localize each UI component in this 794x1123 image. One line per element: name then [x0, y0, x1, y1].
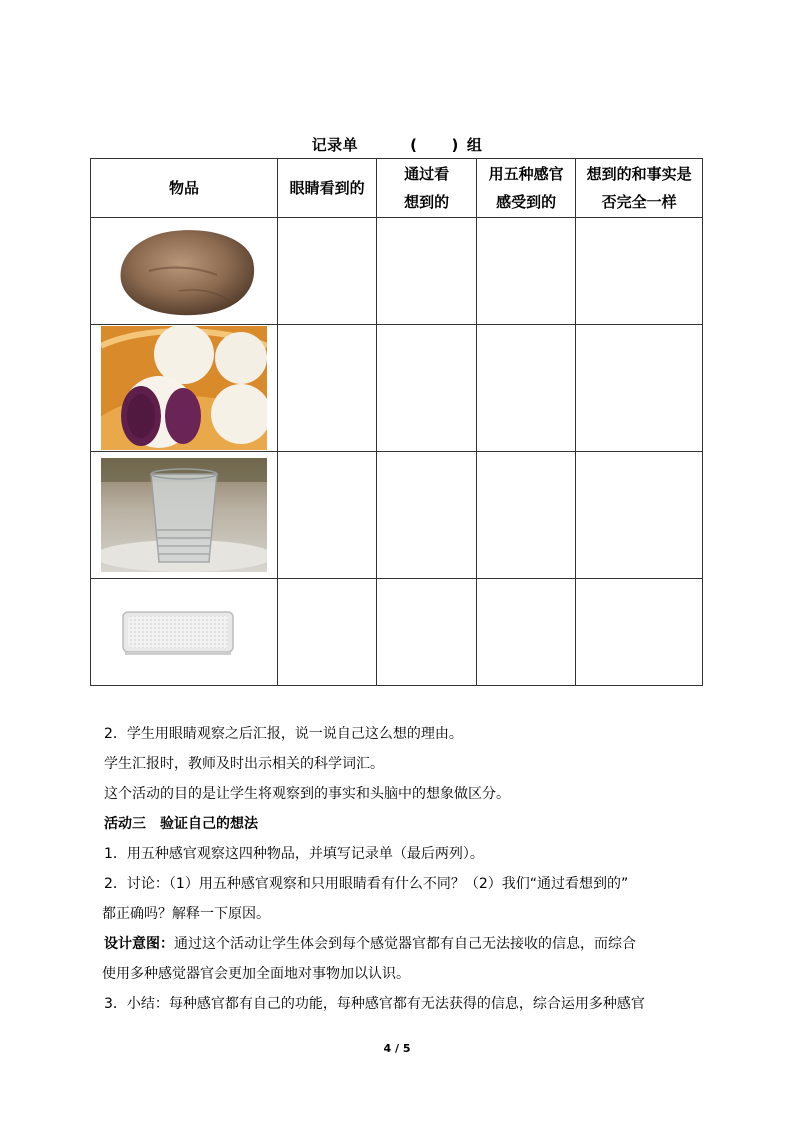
cell-think[interactable] [377, 452, 476, 579]
cell-five-senses[interactable] [476, 579, 575, 686]
header-item: 物品 [91, 159, 278, 218]
cell-five-senses[interactable] [476, 452, 575, 579]
item-cell-speaker [91, 579, 278, 686]
paragraph-design-line1 [104, 929, 724, 959]
header-five-senses: 用五种感官感受到的 [476, 159, 575, 218]
record-sheet-title [0, 134, 794, 155]
cell-think[interactable] [377, 579, 476, 686]
header-eyes-see: 眼睛看到的 [277, 159, 376, 218]
paren-open: ( [410, 136, 418, 154]
design-text: 通过这个活动让学生体会到每个感觉器官都有自己无法接收的信息，而综合 [174, 936, 636, 952]
cell-eyes-see[interactable] [277, 579, 376, 686]
table-row [91, 325, 703, 452]
cell-eyes-see[interactable] [277, 325, 376, 452]
cell-same[interactable] [576, 452, 703, 579]
cell-think[interactable] [377, 218, 476, 325]
item-cell-glass [91, 452, 278, 579]
body-section [104, 719, 724, 1019]
header-same-as-fact: 想到的和事实是否完全一样 [576, 159, 703, 218]
cell-five-senses[interactable] [476, 218, 575, 325]
record-table [90, 158, 703, 686]
paragraph-vocab: 学生汇报时，教师及时出示相关的科学词汇。 [104, 756, 384, 772]
table-row [91, 452, 703, 579]
group-label: 组 [466, 136, 483, 154]
design-label: 设计意图： [104, 936, 174, 952]
cell-same[interactable] [576, 579, 703, 686]
activity3-heading: 活动三 验证自己的想法 [104, 816, 258, 832]
title-text: 记录单 [311, 136, 359, 154]
steamed-buns-photo [101, 326, 267, 450]
table-row [91, 579, 703, 686]
cell-same[interactable] [576, 325, 703, 452]
item-cell-stone [91, 218, 278, 325]
paragraph-step1: 1．用五种感官观察这四种物品，并填写记录单（最后两列）。 [104, 846, 484, 862]
paragraph-report: 2．学生用眼睛观察之后汇报，说一说自己这么想的理由。 [104, 726, 463, 742]
table-row [91, 218, 703, 325]
paren-close: ) [451, 136, 459, 154]
cell-five-senses[interactable] [476, 325, 575, 452]
paragraph-purpose: 这个活动的目的是让学生将观察到的事实和头脑中的想象做区分。 [104, 786, 510, 802]
stone-photo [109, 221, 259, 321]
page-number: 4 / 5 [383, 1042, 411, 1055]
table-header-row [91, 159, 703, 218]
cell-eyes-see[interactable] [277, 452, 376, 579]
paragraph-design-line2: 使用多种感觉器官会更加全面地对事物加以认识。 [102, 966, 410, 982]
cell-eyes-see[interactable] [277, 218, 376, 325]
item-cell-buns [91, 325, 278, 452]
paragraph-summary: 3．小结：每种感官都有自己的功能，每种感官都有无法获得的信息，综合运用多种感官 [104, 996, 645, 1012]
paragraph-discussion-line2: 都正确吗？解释一下原因。 [102, 906, 270, 922]
speaker-photo [101, 582, 267, 682]
glass-cup-photo [101, 458, 267, 572]
header-think-by-seeing: 通过看想到的 [377, 159, 476, 218]
cell-same[interactable] [576, 218, 703, 325]
cell-think[interactable] [377, 325, 476, 452]
paragraph-discussion-line1: 2．讨论：（1）用五种感官观察和只用眼睛看有什么不同？（2）我们“通过看想到的” [104, 876, 629, 892]
